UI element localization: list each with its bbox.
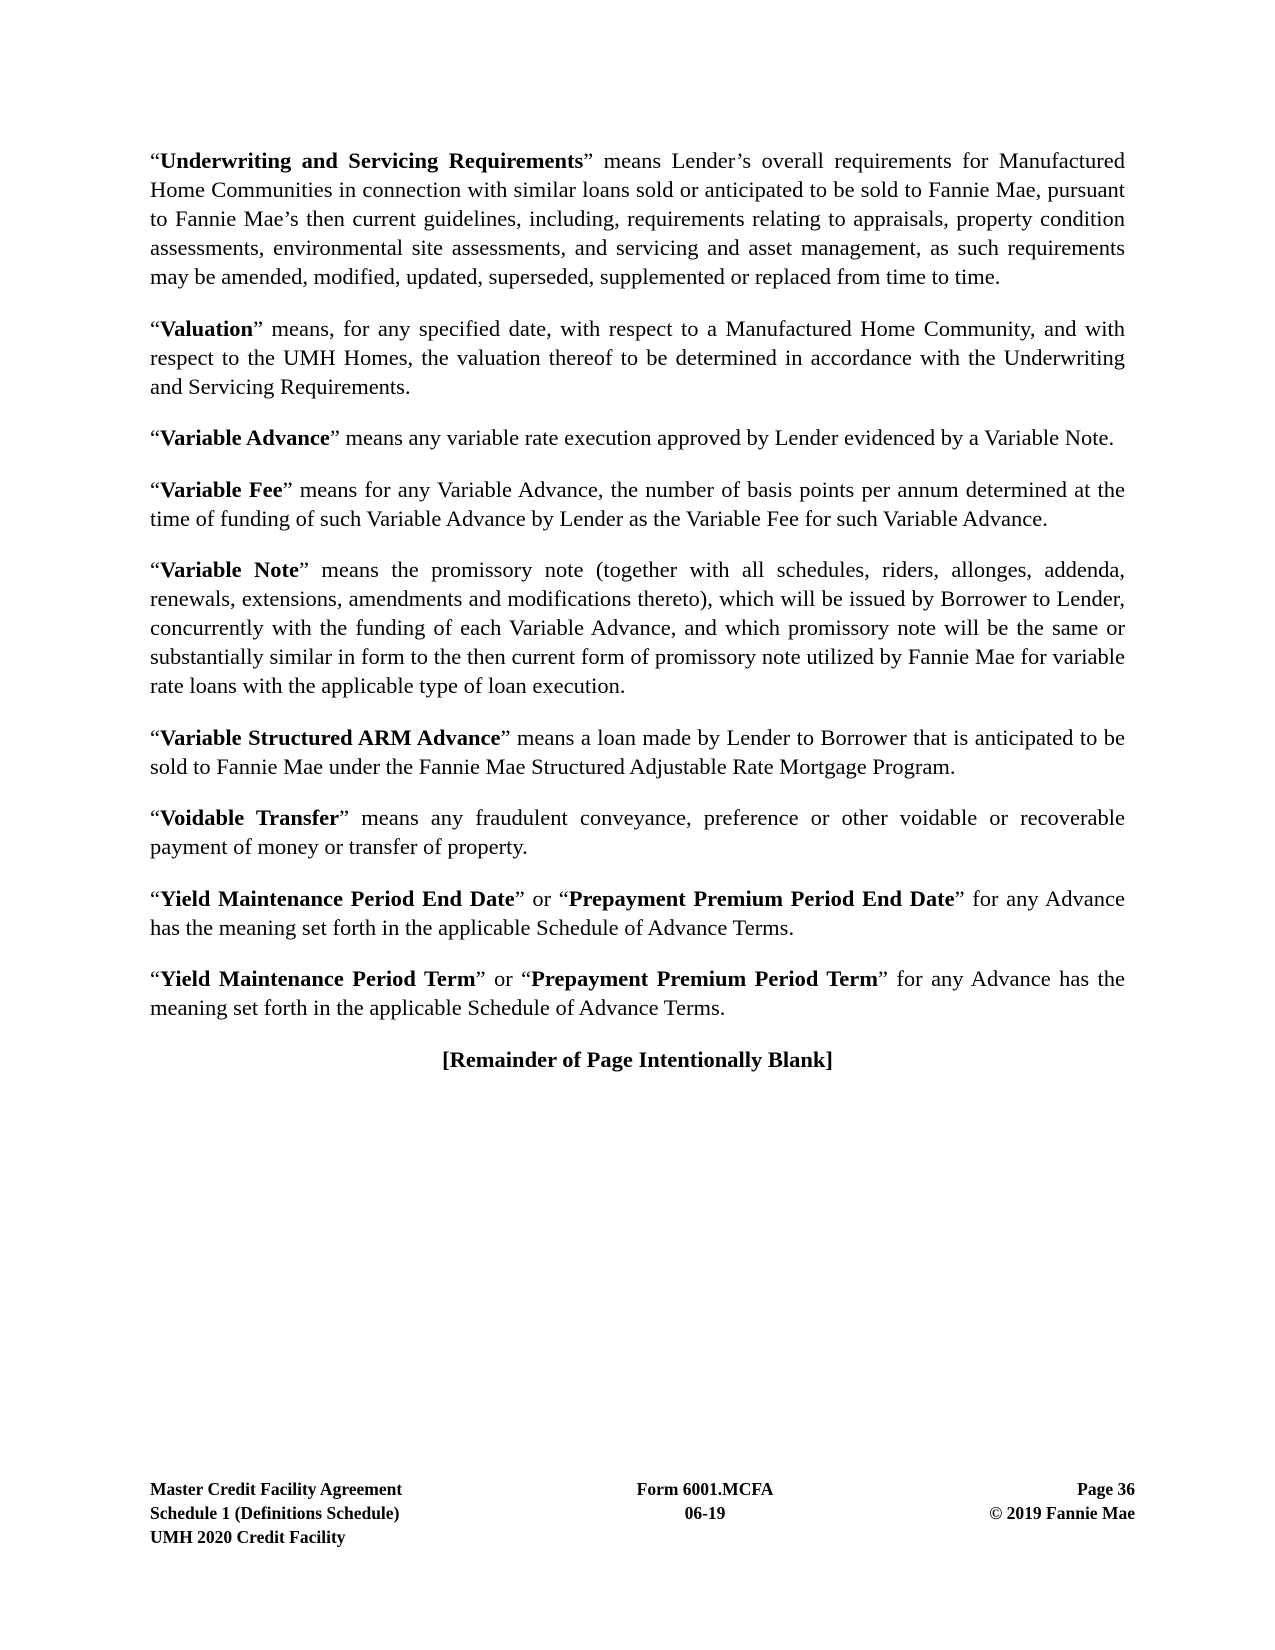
- definition-variable-advance: “Variable Advance” means any variable rate execution approved by Lender evidenced by a Variable Note.: [150, 425, 1115, 450]
- defined-term: Yield Maintenance Period End Date: [160, 885, 515, 911]
- definition-text: for any Advance has the meaning set forth in the applicable Schedule of Advance Terms.: [150, 966, 1125, 1020]
- footer-document-info: [150, 1477, 402, 1549]
- defined-term-alternate: Prepayment Premium Period Term: [531, 966, 879, 991]
- definition-variable-note: “Variable Note” means the promissory note (together with all schedules, riders, allonges, addenda, renewals, extensions, amendments and modifications thereto), which will be issued by Borrower to Lender, concurrently with the funding of each Variable Advance, and which promissory note will be the same or substantially similar in form to the then current form of promissory note utilized by Fannie Mae for variable rate loans with the applicable type of loan execution.: [150, 557, 1125, 698]
- defined-term-alternate: Prepayment Premium Period End Date: [568, 885, 955, 911]
- footer-schedule-title: Schedule 1 (Definitions Schedule): [150, 1503, 400, 1523]
- defined-term: Underwriting and Servicing Requirements: [160, 148, 584, 173]
- definition-text: means the promissory note (together with all schedules, riders, allonges, addenda, renewals, extensions, amendments and modifications thereto), which will be issued by Borrower to Lender, concurrently with the funding of each Variable Advance, and which promissory note will be the same or substantially similar in form to the then current form of promissory note utilized by Fannie Mae for variable rate loans with the applicable type of loan execution.: [150, 557, 1125, 698]
- remainder-intentionally-blank-note: [Remainder of Page Intentionally Blank]: [442, 1046, 833, 1072]
- definition-text: means for any Variable Advance, the number of basis points per annum determined at the time of funding of such Variable Advance by Lender as the Variable Fee for such Variable Advance.: [150, 476, 1126, 531]
- definitions-body: [150, 146, 1125, 1074]
- defined-term: Variable Advance: [160, 425, 330, 450]
- page-footer: [150, 1477, 1135, 1557]
- definition-variable-structured-arm-advance: “Variable Structured ARM Advance” means a loan made by Lender to Borrower that is anticipated to be sold to Fannie Mae under the Fannie Mae Structured Adjustable Rate Mortgage Program.: [150, 724, 1125, 779]
- defined-term: Yield Maintenance Period Term: [160, 966, 476, 991]
- definition-yield-maintenance-period-end-date: “Yield Maintenance Period End Date” or “Prepayment Premium Period End Date” for any Advance has the meaning set forth in the applicable Schedule of Advance Terms.: [150, 885, 1126, 940]
- footer-facility-name: UMH 2020 Credit Facility: [150, 1527, 346, 1547]
- definition-text: means a loan made by Lender to Borrower that is anticipated to be sold to Fannie Mae under the Fannie Mae Structured Adjustable Rate Mortgage Program.: [150, 724, 1125, 779]
- definition-text: for any Advance has the meaning set forth in the applicable Schedule of Advance Terms.: [150, 885, 1126, 940]
- footer-copyright: © 2019 Fannie Mae: [989, 1503, 1135, 1523]
- definition-text: means Lender’s overall requirements for Manufactured Home Communities in connection with similar loans sold or anticipated to be sold to Fannie Mae, pursuant to Fannie Mae’s then current guidelines, including, requirements relating to appraisals, property condition assessments, environmental site assessments, and servicing and asset management, as such requirements may be amended, modified, updated, superseded, supplemented or replaced from time to time.: [150, 148, 1125, 289]
- defined-term: Valuation: [160, 315, 253, 341]
- footer-page-number: Page 36: [1077, 1479, 1135, 1499]
- footer-form-date: 06-19: [684, 1503, 726, 1523]
- definition-underwriting-and-servicing-requirements: “Underwriting and Servicing Requirements” means Lender’s overall requirements for Manufactured Home Communities in connection with similar loans sold or anticipated to be sold to Fannie Mae, pursuant to Fannie Mae’s then current guidelines, including, requirements relating to appraisals, property condition assessments, environmental site assessments, and servicing and asset management, as such requirements may be amended, modified, updated, superseded, supplemented or replaced from time to time.: [150, 148, 1125, 289]
- definition-voidable-transfer: “Voidable Transfer” means any fraudulent conveyance, preference or other voidable or recoverable payment of money or transfer of property.: [150, 805, 1125, 859]
- footer-page-info: [989, 1477, 1135, 1525]
- definition-text: means, for any specified date, with respect to a Manufactured Home Community, and with respect to the UMH Homes, the valuation thereof to be determined in accordance with the Underwriting and Servicing Requirements.: [150, 315, 1125, 399]
- defined-term: Variable Structured ARM Advance: [160, 724, 501, 750]
- footer-form-info: [600, 1477, 810, 1525]
- footer-form-number: Form 6001.MCFA: [636, 1479, 774, 1499]
- definition-yield-maintenance-period-term: “Yield Maintenance Period Term” or “Prepayment Premium Period Term” for any Advance has the meaning set forth in the applicable Schedule of Advance Terms.: [150, 966, 1125, 1020]
- definition-variable-fee: “Variable Fee” means for any Variable Advance, the number of basis points per annum determined at the time of funding of such Variable Advance by Lender as the Variable Fee for such Variable Advance.: [150, 476, 1126, 531]
- footer-agreement-title: Master Credit Facility Agreement: [150, 1479, 403, 1499]
- defined-term: Variable Note: [160, 557, 300, 582]
- definition-text: means any fraudulent conveyance, preference or other voidable or recoverable payment of money or transfer of property.: [150, 805, 1125, 859]
- definition-text: means any variable rate execution approved by Lender evidenced by a Variable Note.: [339, 425, 1115, 450]
- definition-valuation: “Valuation” means, for any specified date, with respect to a Manufactured Home Community, and with respect to the UMH Homes, the valuation thereof to be determined in accordance with the Underwriting and Servicing Requirements.: [150, 315, 1125, 399]
- defined-term: Voidable Transfer: [160, 805, 340, 830]
- defined-term: Variable Fee: [160, 476, 283, 502]
